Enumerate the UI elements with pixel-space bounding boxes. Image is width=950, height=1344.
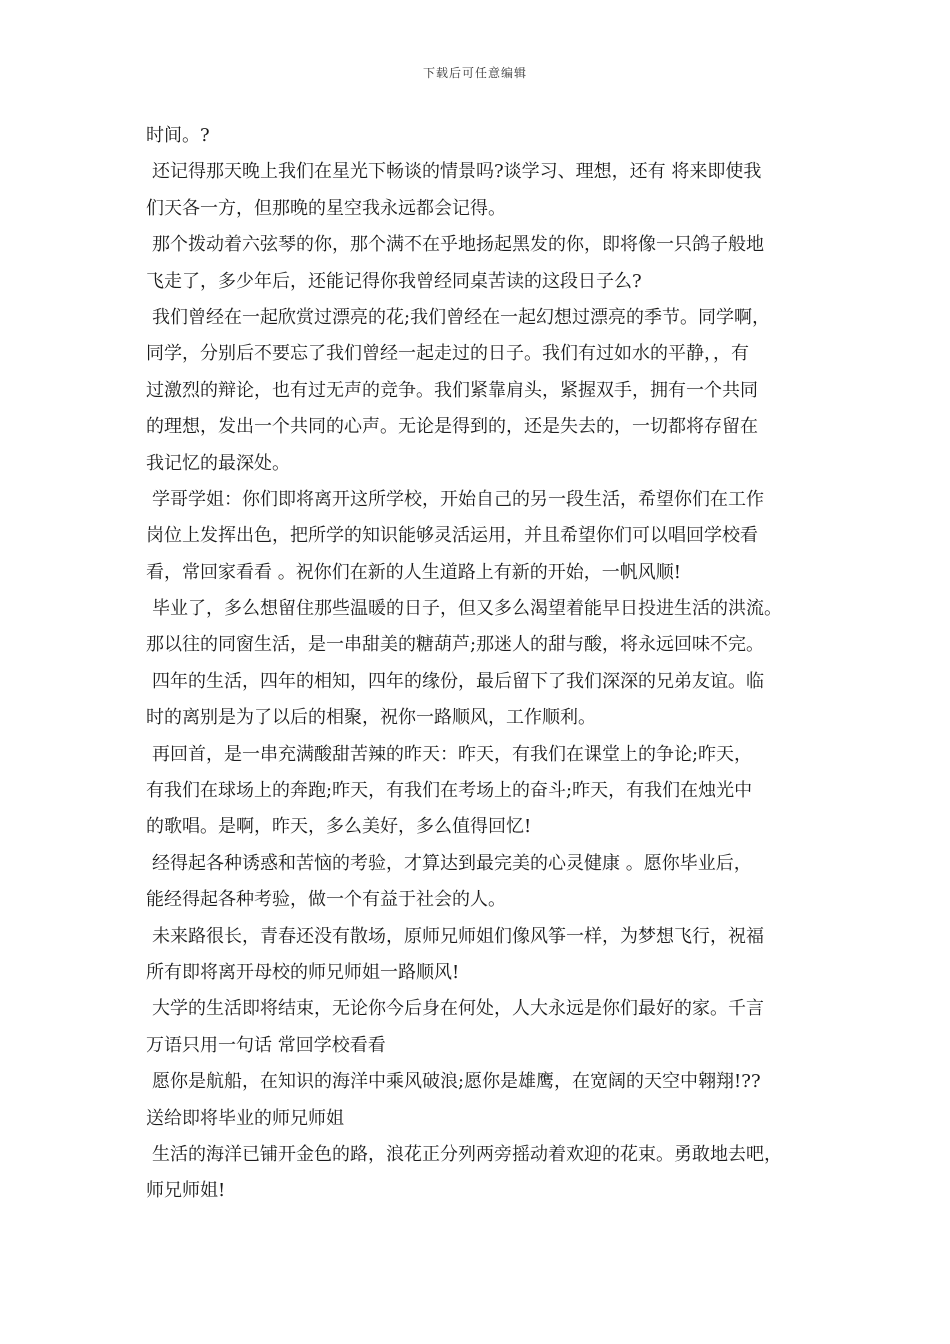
text-line: 时间。? bbox=[146, 125, 210, 146]
text-line: 岗位上发挥出色，把所学的知识能够灵活运用，并且希望你们可以唱回学校看 bbox=[146, 525, 758, 547]
text-line: 时的离别是为了以后的相聚，祝你一路顺风，工作顺利。 bbox=[146, 707, 596, 729]
text-line: 的理想，发出一个共同的心声。无论是得到的，还是失去的，一切都将存留在 bbox=[146, 416, 758, 438]
text-line: 送给即将毕业的师兄师姐 bbox=[146, 1107, 344, 1129]
text-line: 还记得那天晚上我们在星光下畅谈的情景吗?谈学习、理想，还有 将来即使我 bbox=[152, 161, 762, 183]
text-line: 生活的海洋已铺开金色的路，浪花正分列两旁摇动着欢迎的花束。勇敢地去吧， bbox=[152, 1143, 782, 1165]
text-line: 那个拨动着六弦琴的你，那个满不在乎地扬起黑发的你，即将像一只鸽子般地 bbox=[152, 234, 764, 256]
text-line: 我记忆的最深处。 bbox=[146, 452, 290, 474]
text-line: 过激烈的辩论，也有过无声的竞争。我们紧靠肩头，紧握双手，拥有一个共同 bbox=[146, 379, 758, 401]
text-line: 我们曾经在一起欣赏过漂亮的花;我们曾经在一起幻想过漂亮的季节。同学啊， bbox=[152, 306, 771, 328]
text-line: 有我们在球场上的奔跑;昨天，有我们在考场上的奋斗;昨天，有我们在烛光中 bbox=[146, 780, 753, 802]
text-line: 经得起各种诱惑和苦恼的考验，才算达到最完美的心灵健康 。愿你毕业后， bbox=[152, 852, 752, 874]
text-line: 再回首，是一串充满酸甜苦辣的昨天：昨天，有我们在课堂上的争论;昨天， bbox=[152, 743, 753, 765]
text-line: 四年的生活，四年的相知，四年的缘份，最后留下了我们深深的兄弟友谊。临 bbox=[152, 670, 764, 692]
text-line: 毕业了，多么想留住那些温暖的日子，但又多么渴望着能早日投进生活的洪流。 bbox=[152, 598, 782, 620]
page-header: 下载后可任意编辑 bbox=[422, 66, 527, 80]
text-line: 同学，分别后不要忘了我们曾经一起走过的日子。我们有过如水的平静，，有 bbox=[146, 343, 749, 365]
text-line: 们天各一方，但那晚的星空我永远都会记得。 bbox=[146, 197, 506, 219]
text-line: 那以往的同窗生活，是一串甜美的糖葫芦;那迷人的甜与酸，将永远回味不完。 bbox=[146, 634, 765, 656]
text-line: 所有即将离开母校的师兄师姐一路顺风! bbox=[146, 961, 460, 983]
text-line: 愿你是航船，在知识的海洋中乘风破浪;愿你是雄鹰，在宽阔的天空中翱翔!?? bbox=[152, 1071, 761, 1093]
document-body bbox=[146, 118, 810, 1210]
text-line: 的歌唱。是啊，昨天，多么美好，多么值得回忆! bbox=[146, 816, 532, 838]
text-line: 飞走了，多少年后，还能记得你我曾经同桌苦读的这段日子么? bbox=[146, 270, 642, 292]
text-line: 万语只用一句话 常回学校看看 bbox=[146, 1034, 386, 1056]
text-line: 能经得起各种考验，做一个有益于社会的人。 bbox=[146, 889, 506, 911]
text-line: 看，常回家看看 。祝你们在新的人生道路上有新的开始，一帆风顺! bbox=[146, 561, 681, 583]
text-line: 师兄师姐! bbox=[146, 1180, 226, 1202]
text-line: 大学的生活即将结束，无论你今后身在何处，人大永远是你们最好的家。千言 bbox=[152, 998, 764, 1020]
text-line: 学哥学姐：你们即将离开这所学校，开始自己的另一段生活，希望你们在工作 bbox=[152, 488, 764, 510]
text-line: 未来路很长，青春还没有散场，原师兄师姐们像风筝一样，为梦想飞行，祝福 bbox=[152, 925, 764, 947]
